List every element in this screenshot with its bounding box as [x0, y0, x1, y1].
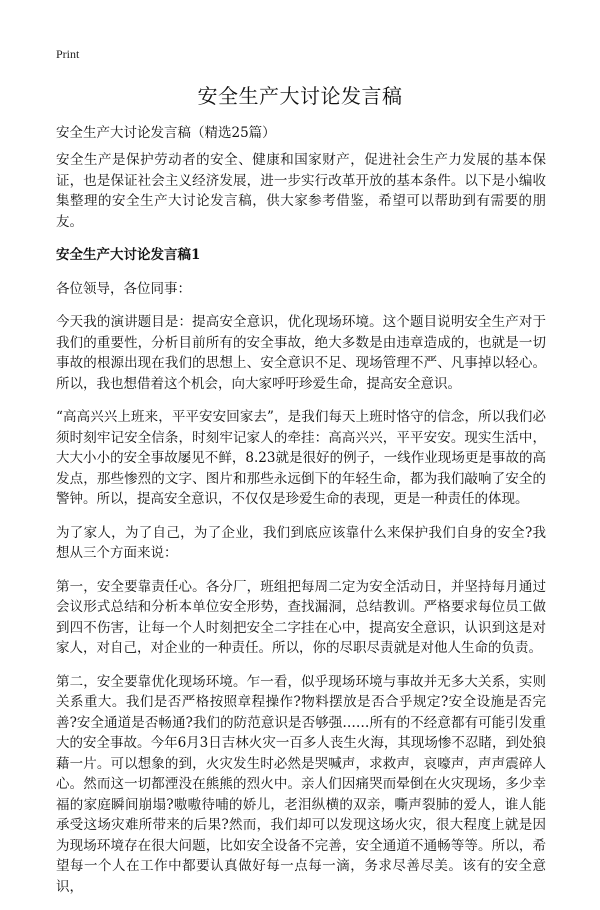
document-body	[56, 150, 546, 910]
intro-paragraph: 安全生产是保护劳动者的安全、健康和国家财产，促进社会生产力发展的基本保证，也是保证社会主义经济发展，进一步实行改革开放的基本条件。以下是小编收集整理的安全生产大讨论发言稿，供大家参考借鉴，希望可以帮助到有需要的朋友。	[56, 152, 546, 230]
section-heading: 安全生产大讨论发言稿1	[56, 247, 201, 263]
body-paragraph-3: 为了家人，为了自己，为了企业，我们到底应该靠什么来保护我们自身的安全?我想从三个方面来说：	[56, 524, 546, 561]
document-subtitle: 安全生产大讨论发言稿（精选25篇）	[56, 125, 276, 141]
body-paragraph-5: 第二，安全要靠优化现场环境。乍一看，似乎现场环境与事故并无多大关系，实则关系重大。我们是否严格按照章程操作?物料摆放是否合乎规定?安全设施是否完善?安全通道是否畅通?我们的防范意识是否够强……所有的不经意都有可能引发重大的安全事故。今年6月3日吉林火灾一百多人丧生火海，其现场惨不忍睹，到处狼藉一片。可以想象的到，火灾发生时必然是哭喊声，求救声，哀嚎声，声声震碎人心。然而这一切都湮没在熊熊的烈火中。亲人们因痛哭而晕倒在火灾现场，多少幸福的家庭瞬间崩塌?嗷嗷待哺的娇儿，老泪纵横的双亲，嘶声裂肺的爱人，谁人能承受这场灾难所带来的后果?然而，我们却可以发现这场火灾，很大程度上就是因为现场环境存在很大问题，比如安全设备不完善，安全通道不通畅等等。所以，希望每一个人在工作中都要认真做好每一点每一滴，务求尽善尽美。该有的安全意识，	[56, 673, 546, 895]
body-paragraph-4: 第一，安全要靠责任心。各分厂，班组把每周二定为安全活动日，并坚持每月通过会议形式总结和分析本单位安全形势，查找漏洞，总结教训。严格要求每位员工做到四不伤害，让每一个人时刻把安全二字挂在心中，提高安全意识，认识到这是对家人，对自己，对企业的一种责任。所以，你的尽职尽责就是对他人生命的负责。	[56, 578, 546, 656]
body-paragraph-2: “高高兴兴上班来，平平安安回家去”，是我们每天上班时恪守的信念，所以我们必须时刻牢记安全信条，时刻牢记家人的牵挂：高高兴兴，平平安安。现实生活中，大大小小的安全事故屡见不鲜，8.23就是很好的例子，一线作业现场更是事故的高发点，那些惨烈的文字、图片和那些永远倒下的年轻生命，都为我们敲响了安全的警钟。所以，提高安全意识，不仅仅是珍爱生命的表现，更是一种责任的体现。	[56, 409, 546, 507]
page-title: 安全生产大讨论发言稿	[197, 84, 403, 108]
greeting: 各位领导，各位同事：	[56, 280, 191, 297]
print-link[interactable]: Print	[56, 47, 80, 61]
body-paragraph-1: 今天我的演讲题目是：提高安全意识，优化现场环境。这个题目说明安全生产对于我们的重要性，分析目前所有的安全事故，绝大多数是由违章造成的，也就是一切事故的根源出现在我们的思想上、安全意识不足、现场管理不严、凡事掉以轻心。所以，我也想借着这个机会，向大家呼吁珍爱生命，提高安全意识。	[56, 314, 546, 392]
